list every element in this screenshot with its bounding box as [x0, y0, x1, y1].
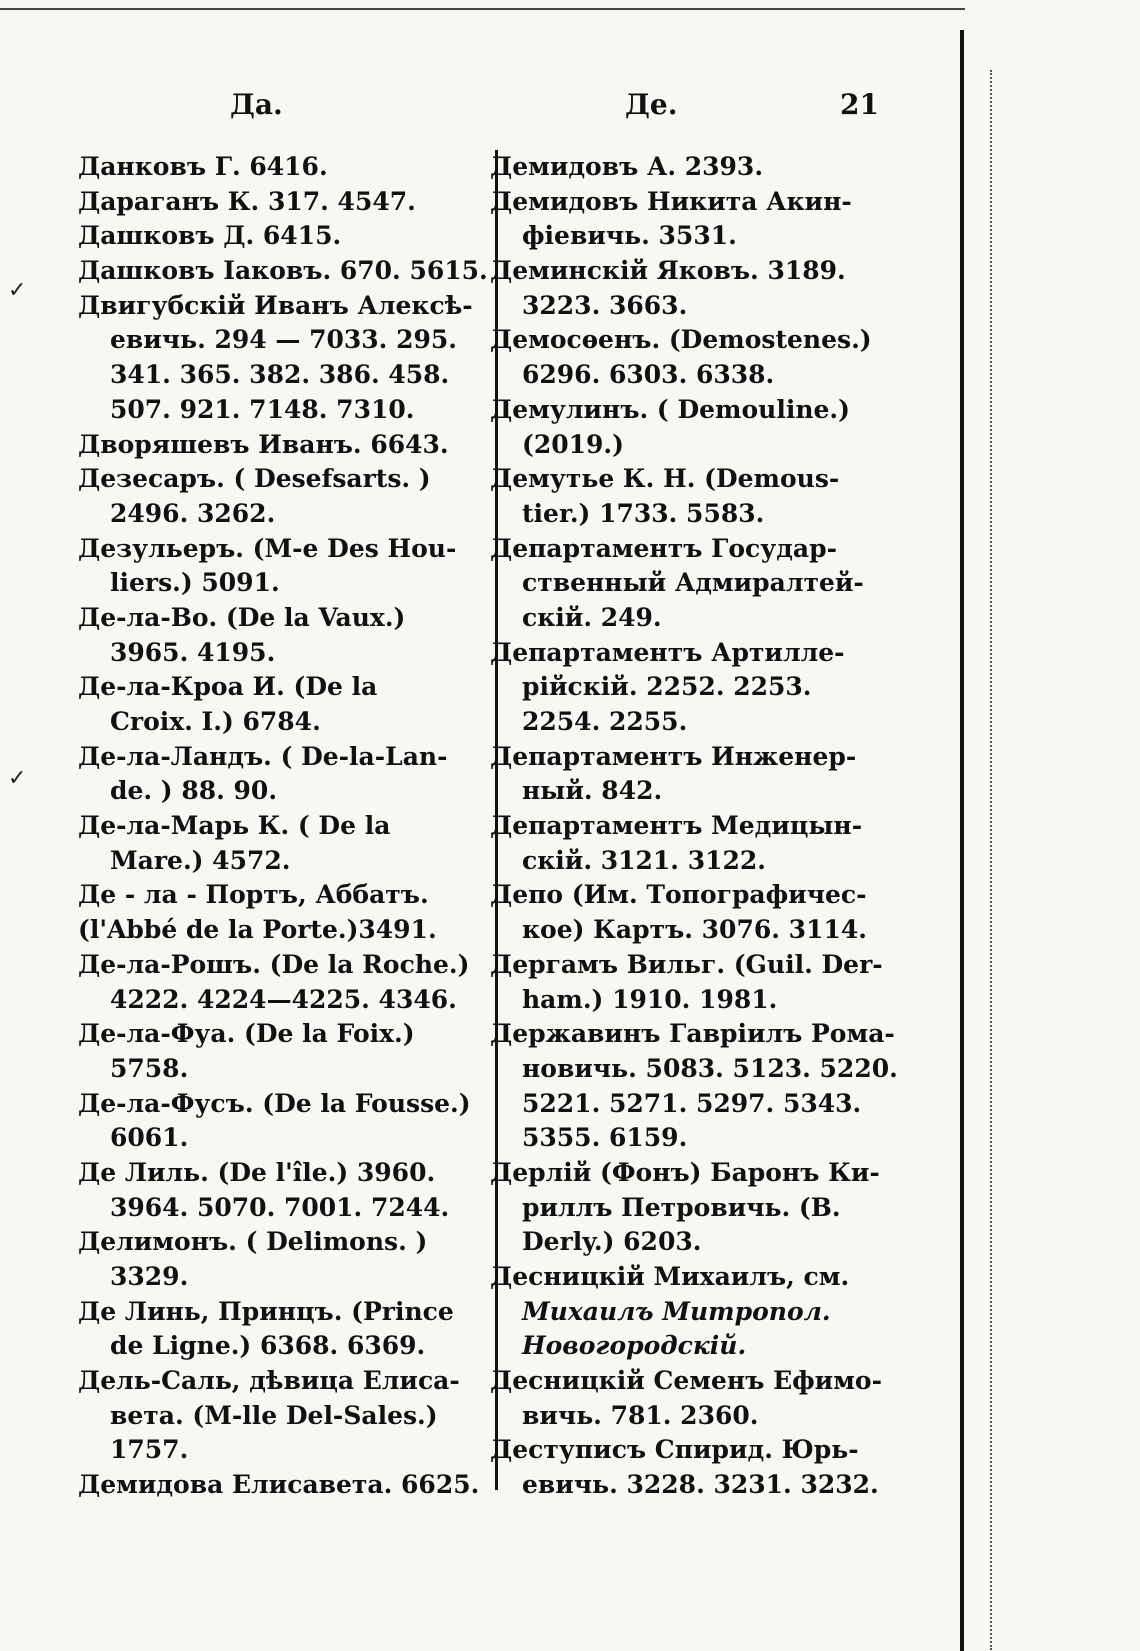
index-entry-line: 5758. [110, 1053, 189, 1083]
page-number: 21 [840, 88, 879, 121]
index-entry-line: Новогородскій. [522, 1331, 747, 1361]
index-entry-line: Де-ла-Рошъ. (De la Roche.) [78, 949, 470, 979]
index-entry-line: 3965. 4195. [110, 637, 276, 667]
index-entry-line: Депо (Им. Топографичес- [490, 880, 867, 910]
index-entry-line: Дель-Саль, дѣвица Елиса- [78, 1366, 460, 1396]
index-entry-line: Демидовъ А. 2393. [490, 152, 764, 181]
page-binding-edge [990, 70, 994, 1650]
index-entry-line: вичь. 781. 2360. [522, 1400, 759, 1430]
index-entry-line: Де-ла-Фуа. (De la Foix.) [78, 1019, 415, 1049]
index-entry-line: 6296. 6303. 6338. [522, 360, 775, 390]
index-entry-line: Демутье К. Н. (Demous- [490, 464, 840, 494]
index-entry-line: Департаментъ Медицын- [490, 811, 863, 841]
page-right-edge [960, 30, 964, 1651]
index-entry-line: Демосѳенъ. (Demostenes.) [490, 325, 872, 355]
index-entry-line: Дворяшевъ Иванъ. 6643. [78, 429, 449, 459]
index-entry-line: Дашковъ Іаковъ. 670. 5615. [78, 256, 488, 286]
index-entry-line: риллъ Петровичь. (B. [522, 1192, 841, 1222]
index-entry-line: Де-ла-Ландъ. ( De-la-Lan- [78, 741, 448, 771]
index-entry-line: 1757. [110, 1435, 189, 1465]
index-entry-line: Михаилъ Митропол. [522, 1296, 831, 1326]
index-entry-line: Дезульеръ. (M-e Des Hou- [78, 533, 457, 563]
index-entry-line: (l'Abbé de la Porte.)3491. [78, 915, 437, 945]
index-entry-line: вета. (M-lle Del-Sales.) [110, 1400, 438, 1430]
index-entry-line: Деступисъ Спирид. Юрь- [490, 1435, 859, 1465]
index-entry-line: Де-ла-Марь К. ( De la [78, 811, 391, 841]
index-entry-line: tier.) 1733. 5583. [522, 498, 765, 528]
index-entry-line: Департаментъ Инженер- [490, 741, 857, 771]
index-entry-line: 3329. [110, 1262, 189, 1291]
index-entry-line: 4222. 4224—4225. 4346. [110, 984, 457, 1014]
index-entry-line: Департаментъ Государ- [490, 533, 837, 563]
index-entry-line: Десницкій Михаилъ, см. [490, 1262, 850, 1291]
index-entry-line: Дараганъ К. 317. 4547. [78, 186, 416, 216]
margin-check-mark-icon: ✓ [8, 278, 27, 303]
index-entry-line: Демидова Елисавета. 6625. [78, 1470, 480, 1500]
right-running-head: Де. [625, 88, 678, 121]
index-entry-line: Де-ла-Фусъ. (De la Fousse.) [78, 1088, 471, 1118]
index-entry-line: Де-ла-Кроа И. (De la [78, 672, 378, 702]
left-running-head: Да. [230, 88, 283, 121]
index-entry-line: Десницкій Семенъ Ефимо- [490, 1366, 882, 1396]
index-entry-line: 2496. 3262. [110, 498, 276, 528]
index-entry-line: ный. 842. [522, 776, 663, 806]
index-entry-line: Croix. I.) 6784. [110, 707, 321, 736]
index-entry-line: Демулинъ. ( Demouline.) [490, 394, 850, 424]
index-entry-line: Derly.) 6203. [522, 1227, 702, 1257]
index-entry-line: 507. 921. 7148. 7310. [110, 394, 415, 424]
index-entry-line: 5355. 6159. [522, 1123, 688, 1153]
index-entry-line: евичь. 294 — 7033. 295. [110, 325, 457, 355]
index-entry-line: ственный Адмиралтей- [522, 568, 864, 598]
index-entry-line: Двигубскій Иванъ Алексѣ- [78, 290, 473, 320]
index-entry-line: скій. 249. [522, 602, 662, 632]
index-entry-line: 2254. 2255. [522, 707, 688, 736]
right-index-column [490, 150, 900, 1503]
index-entry-line: Дезесаръ. ( Desefsarts. ) [78, 464, 431, 494]
index-entry-line: Дерлій (Фонъ) Баронъ Ки- [490, 1157, 880, 1187]
index-entry-line: скій. 3121. 3122. [522, 845, 766, 875]
index-entry-line: Деминскій Яковъ. 3189. [490, 256, 846, 286]
index-entry-line: кое) Картъ. 3076. 3114. [522, 915, 867, 945]
index-entry-line: рійскій. 2252. 2253. [522, 672, 812, 702]
index-entry-line: 3964. 5070. 7001. 7244. [110, 1192, 450, 1222]
left-index-column [78, 150, 488, 1503]
index-entry-line: 6061. [110, 1123, 189, 1153]
index-entry-line: (2019.) [522, 429, 624, 459]
index-entry-line: 5221. 5271. 5297. 5343. [522, 1088, 862, 1118]
index-entry-line: Демидовъ Никита Акин- [490, 186, 852, 216]
index-entry-line: фіевичь. 3531. [522, 221, 737, 251]
index-entry-line: Де - ла - Портъ, Аббатъ. [78, 880, 429, 910]
index-entry-line: Департаментъ Артилле- [490, 637, 845, 667]
index-entry-line: Дашковъ Д. 6415. [78, 221, 342, 251]
index-entry-line: 3223. 3663. [522, 290, 688, 320]
page-top-edge [0, 0, 965, 10]
index-entry-line: евичь. 3228. 3231. 3232. [522, 1470, 879, 1500]
index-entry-line: новичь. 5083. 5123. 5220. [522, 1053, 898, 1083]
margin-check-mark-icon: ✓ [8, 766, 27, 791]
index-entry-line: Де Лиль. (De l'île.) 3960. [78, 1157, 436, 1187]
running-header [80, 88, 880, 128]
index-entry-line: liers.) 5091. [110, 568, 280, 598]
index-entry-line: Дергамъ Вильг. (Guil. Der- [490, 949, 883, 979]
index-entry-line: Де-ла-Во. (De la Vaux.) [78, 602, 406, 632]
index-entry-line: Державинъ Гавріилъ Рома- [490, 1019, 895, 1049]
index-entry-line: Mare.) 4572. [110, 845, 291, 875]
index-entry-line: Данковъ Г. 6416. [78, 152, 328, 181]
index-entry-line: ham.) 1910. 1981. [522, 984, 778, 1014]
index-entry-line: de. ) 88. 90. [110, 776, 278, 806]
index-entry-line: Делимонъ. ( Delimons. ) [78, 1227, 428, 1257]
index-entry-line: de Ligne.) 6368. 6369. [110, 1331, 426, 1361]
index-entry-line: 341. 365. 382. 386. 458. [110, 360, 450, 390]
index-entry-line: Де Линь, Принцъ. (Prince [78, 1296, 454, 1326]
